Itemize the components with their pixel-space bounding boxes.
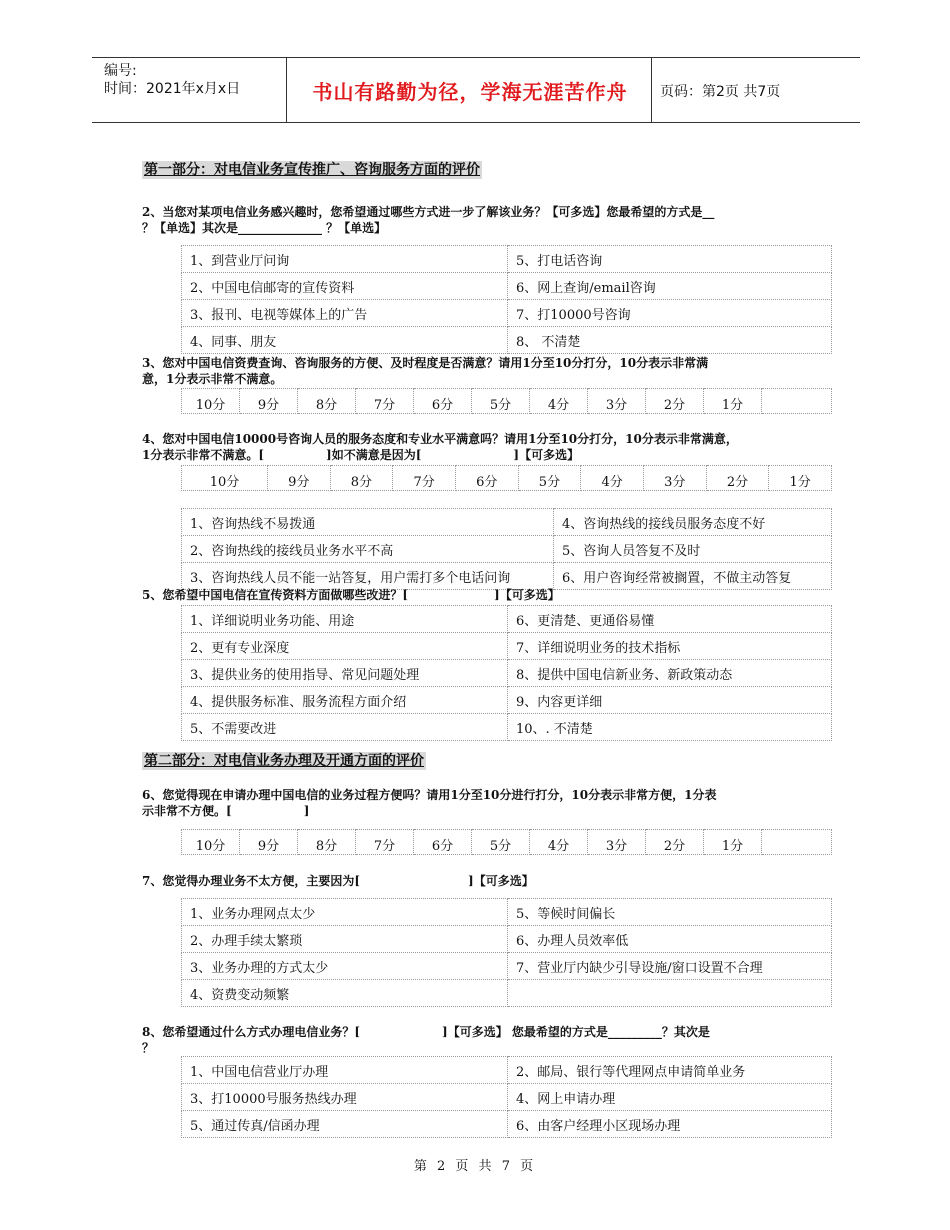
option-cell[interactable]: 3、报刊、电视等媒体上的广告 bbox=[182, 300, 508, 327]
score-cell[interactable]: 1分 bbox=[704, 389, 762, 414]
score-cell[interactable]: 2分 bbox=[706, 466, 769, 491]
q8-options-table bbox=[181, 1056, 832, 1138]
option-cell[interactable]: 4、咨询热线的接线员服务态度不好 bbox=[554, 509, 832, 536]
table-row bbox=[182, 714, 832, 741]
option-cell[interactable]: 5、打电话咨询 bbox=[508, 246, 832, 273]
score-cell bbox=[762, 389, 832, 414]
question-text bbox=[142, 803, 832, 819]
score-cell[interactable]: 3分 bbox=[588, 830, 646, 855]
score-cell[interactable]: 2分 bbox=[646, 830, 704, 855]
question-text-part: ] bbox=[303, 804, 310, 818]
option-cell[interactable]: 6、用户咨询经常被搁置，不做主动答复 bbox=[554, 563, 832, 590]
table-row bbox=[182, 1057, 832, 1084]
score-cell[interactable]: 1分 bbox=[704, 830, 762, 855]
table-row bbox=[182, 980, 832, 1007]
code-label: 编号: bbox=[104, 63, 137, 79]
score-cell[interactable]: 4分 bbox=[530, 389, 588, 414]
score-cell[interactable]: 4分 bbox=[581, 466, 644, 491]
question-2 bbox=[142, 204, 832, 236]
header-divider bbox=[286, 57, 287, 122]
question-6 bbox=[142, 787, 832, 819]
score-cell[interactable]: 3分 bbox=[588, 389, 646, 414]
q2-options-table bbox=[181, 245, 832, 354]
option-cell[interactable]: 6、更清楚、更通俗易懂 bbox=[508, 606, 832, 633]
score-cell[interactable]: 1分 bbox=[769, 466, 832, 491]
score-cell[interactable]: 7分 bbox=[356, 389, 414, 414]
question-text-part: 示非常不方便。[ bbox=[142, 804, 232, 818]
score-cell[interactable]: 6分 bbox=[414, 830, 472, 855]
score-cell[interactable]: 9分 bbox=[240, 389, 298, 414]
page-footer: 第 2 页 共 7 页 bbox=[413, 1159, 537, 1174]
table-row bbox=[182, 660, 832, 687]
question-text: 4、您对中国电信10000号咨询人员的服务态度和专业水平满意吗？请用1分至10分打分，10分表示非常满意， bbox=[142, 432, 738, 446]
score-cell[interactable]: 6分 bbox=[414, 389, 472, 414]
option-cell[interactable]: 6、办理人员效率低 bbox=[508, 926, 832, 953]
q4-reasons-table bbox=[181, 508, 832, 590]
option-cell[interactable]: 4、同事、朋友 bbox=[182, 327, 508, 354]
question-text: 2、当您对某项电信业务感兴趣时，您希望通过哪些方式进一步了解该业务？【可多选】您最希望的方式是__ bbox=[142, 205, 715, 219]
table-row bbox=[182, 633, 832, 660]
option-cell[interactable]: 5、不需要改进 bbox=[182, 714, 508, 741]
question-text: 3、您对中国电信资费查询、咨询服务的方便、及时程度是否满意？请用1分至10分打分，10分表示非常满 bbox=[142, 356, 709, 370]
table-row bbox=[182, 563, 832, 590]
table-row bbox=[182, 830, 832, 855]
q6-score-table bbox=[181, 829, 832, 855]
question-8 bbox=[142, 1024, 832, 1056]
question-text-part: 5、您希望中国电信在宣传资料方面做哪些改进？[ bbox=[142, 588, 409, 602]
option-cell[interactable]: 1、业务办理网点太少 bbox=[182, 899, 508, 926]
time-label: 时间：2021年x月x日 bbox=[104, 81, 241, 97]
question-7 bbox=[142, 873, 832, 889]
option-cell[interactable]: 2、办理手续太繁琐 bbox=[182, 926, 508, 953]
score-cell[interactable]: 5分 bbox=[472, 389, 530, 414]
question-text-part: ]【可多选】 您最希望的方式是_________？其次是 bbox=[442, 1025, 710, 1039]
option-cell[interactable]: 5、通过传真/信函办理 bbox=[182, 1111, 508, 1138]
table-row bbox=[182, 300, 832, 327]
table-row bbox=[182, 899, 832, 926]
question-text-part: 1分表示非常不满意。[ bbox=[142, 448, 265, 462]
header-divider bbox=[651, 57, 652, 122]
table-row bbox=[182, 687, 832, 714]
question-text: 意，1分表示非常不满意。 bbox=[142, 372, 283, 386]
table-row bbox=[182, 1111, 832, 1138]
score-cell[interactable]: 2分 bbox=[646, 389, 704, 414]
table-row bbox=[182, 1084, 832, 1111]
option-cell[interactable]: 7、打10000号咨询 bbox=[508, 300, 832, 327]
option-cell bbox=[508, 980, 832, 1007]
question-text-part: ]【可多选】 bbox=[468, 874, 534, 888]
header-motto: 书山有路勤为径，学海无涯苦作舟 bbox=[312, 80, 628, 104]
score-cell[interactable]: 7分 bbox=[393, 466, 456, 491]
option-cell[interactable]: 4、网上申请办理 bbox=[508, 1084, 832, 1111]
table-row bbox=[182, 327, 832, 354]
question-text: ？【单选】其次是______________ ？【单选】 bbox=[142, 221, 387, 235]
score-cell[interactable]: 10分 bbox=[182, 466, 268, 491]
question-text: ？ bbox=[142, 1041, 155, 1055]
table-row bbox=[182, 389, 832, 414]
score-cell[interactable]: 5分 bbox=[518, 466, 581, 491]
option-cell[interactable]: 4、资费变动频繁 bbox=[182, 980, 508, 1007]
score-cell[interactable]: 8分 bbox=[330, 466, 393, 491]
score-cell[interactable]: 10分 bbox=[182, 389, 240, 414]
option-cell[interactable]: 5、咨询人员答复不及时 bbox=[554, 536, 832, 563]
table-row bbox=[182, 246, 832, 273]
table-row bbox=[182, 536, 832, 563]
table-row bbox=[182, 926, 832, 953]
table-row bbox=[182, 606, 832, 633]
score-cell bbox=[762, 830, 832, 855]
score-cell[interactable]: 9分 bbox=[240, 830, 298, 855]
option-cell[interactable]: 2、中国电信邮寄的宣传资料 bbox=[182, 273, 508, 300]
score-cell[interactable]: 8分 bbox=[298, 389, 356, 414]
option-cell[interactable]: 8、 不清楚 bbox=[508, 327, 832, 354]
table-row bbox=[182, 953, 832, 980]
question-text-part: 8、您希望通过什么方式办理电信业务？[ bbox=[142, 1025, 361, 1039]
section-title-part1: 第一部分：对电信业务宣传推广、咨询服务方面的评价 bbox=[144, 162, 480, 178]
score-cell[interactable]: 8分 bbox=[298, 830, 356, 855]
option-cell[interactable]: 9、内容更详细 bbox=[508, 687, 832, 714]
header-page-label: 页码：第2页 共7页 bbox=[660, 84, 781, 100]
question-4 bbox=[142, 431, 842, 463]
header-bottom-rule bbox=[92, 122, 860, 123]
option-cell[interactable]: 1、详细说明业务功能、用途 bbox=[182, 606, 508, 633]
option-cell[interactable]: 6、由客户经理小区现场办理 bbox=[508, 1111, 832, 1138]
option-cell[interactable]: 6、网上查询/email咨询 bbox=[508, 273, 832, 300]
question-5 bbox=[142, 587, 832, 603]
score-cell[interactable]: 7分 bbox=[356, 830, 414, 855]
option-cell[interactable]: 3、提供业务的使用指导、常见问题处理 bbox=[182, 660, 508, 687]
option-cell[interactable]: 2、邮局、银行等代理网点申请简单业务 bbox=[508, 1057, 832, 1084]
option-cell[interactable]: 1、咨询热线不易拨通 bbox=[182, 509, 554, 536]
option-cell[interactable]: 3、咨询热线人员不能一站答复，用户需打多个电话问询 bbox=[182, 563, 554, 590]
section-title-part2: 第二部分：对电信业务办理及开通方面的评价 bbox=[144, 753, 424, 769]
question-text-part: ]【可多选】 bbox=[513, 448, 580, 462]
option-cell[interactable]: 2、更有专业深度 bbox=[182, 633, 508, 660]
question-3 bbox=[142, 355, 832, 387]
option-cell[interactable]: 7、营业厅内缺少引导设施/窗口设置不合理 bbox=[508, 953, 832, 980]
q4-score-table bbox=[181, 465, 832, 491]
question-text bbox=[142, 447, 842, 463]
q5-options-table bbox=[181, 605, 832, 741]
score-cell[interactable]: 4分 bbox=[530, 830, 588, 855]
q7-options-table bbox=[181, 898, 832, 1007]
q3-score-table bbox=[181, 388, 832, 414]
option-cell[interactable]: 1、中国电信营业厅办理 bbox=[182, 1057, 508, 1084]
option-cell[interactable]: 1、到营业厅问询 bbox=[182, 246, 508, 273]
option-cell[interactable]: 3、业务办理的方式太少 bbox=[182, 953, 508, 980]
score-cell[interactable]: 10分 bbox=[182, 830, 240, 855]
score-cell[interactable]: 9分 bbox=[267, 466, 330, 491]
table-row bbox=[182, 509, 832, 536]
question-text-part: ]如不满意是因为[ bbox=[326, 448, 422, 462]
question-text bbox=[142, 1024, 832, 1040]
option-cell[interactable]: 4、提供服务标准、服务流程方面介绍 bbox=[182, 687, 508, 714]
question-text: 6、您觉得现在申请办理中国电信的业务过程方便吗？请用1分至10分进行打分，10分表示非常方便，1分表 bbox=[142, 788, 717, 802]
score-cell[interactable]: 5分 bbox=[472, 830, 530, 855]
option-cell[interactable]: 7、详细说明业务的技术指标 bbox=[508, 633, 832, 660]
header-top-rule bbox=[92, 57, 860, 58]
table-row bbox=[182, 273, 832, 300]
score-cell[interactable]: 3分 bbox=[643, 466, 706, 491]
question-text-part: ]【可多选】 bbox=[494, 588, 560, 602]
option-cell[interactable]: 8、提供中国电信新业务、新政策动态 bbox=[508, 660, 832, 687]
question-text-part: 7、您觉得办理业务不太方便，主要因为[ bbox=[142, 874, 361, 888]
score-cell[interactable]: 6分 bbox=[455, 466, 518, 491]
table-row bbox=[182, 466, 832, 491]
option-cell[interactable]: 2、咨询热线的接线员业务水平不高 bbox=[182, 536, 554, 563]
option-cell[interactable]: 10、. 不清楚 bbox=[508, 714, 832, 741]
option-cell[interactable]: 5、等候时间偏长 bbox=[508, 899, 832, 926]
option-cell[interactable]: 3、打10000号服务热线办理 bbox=[182, 1084, 508, 1111]
